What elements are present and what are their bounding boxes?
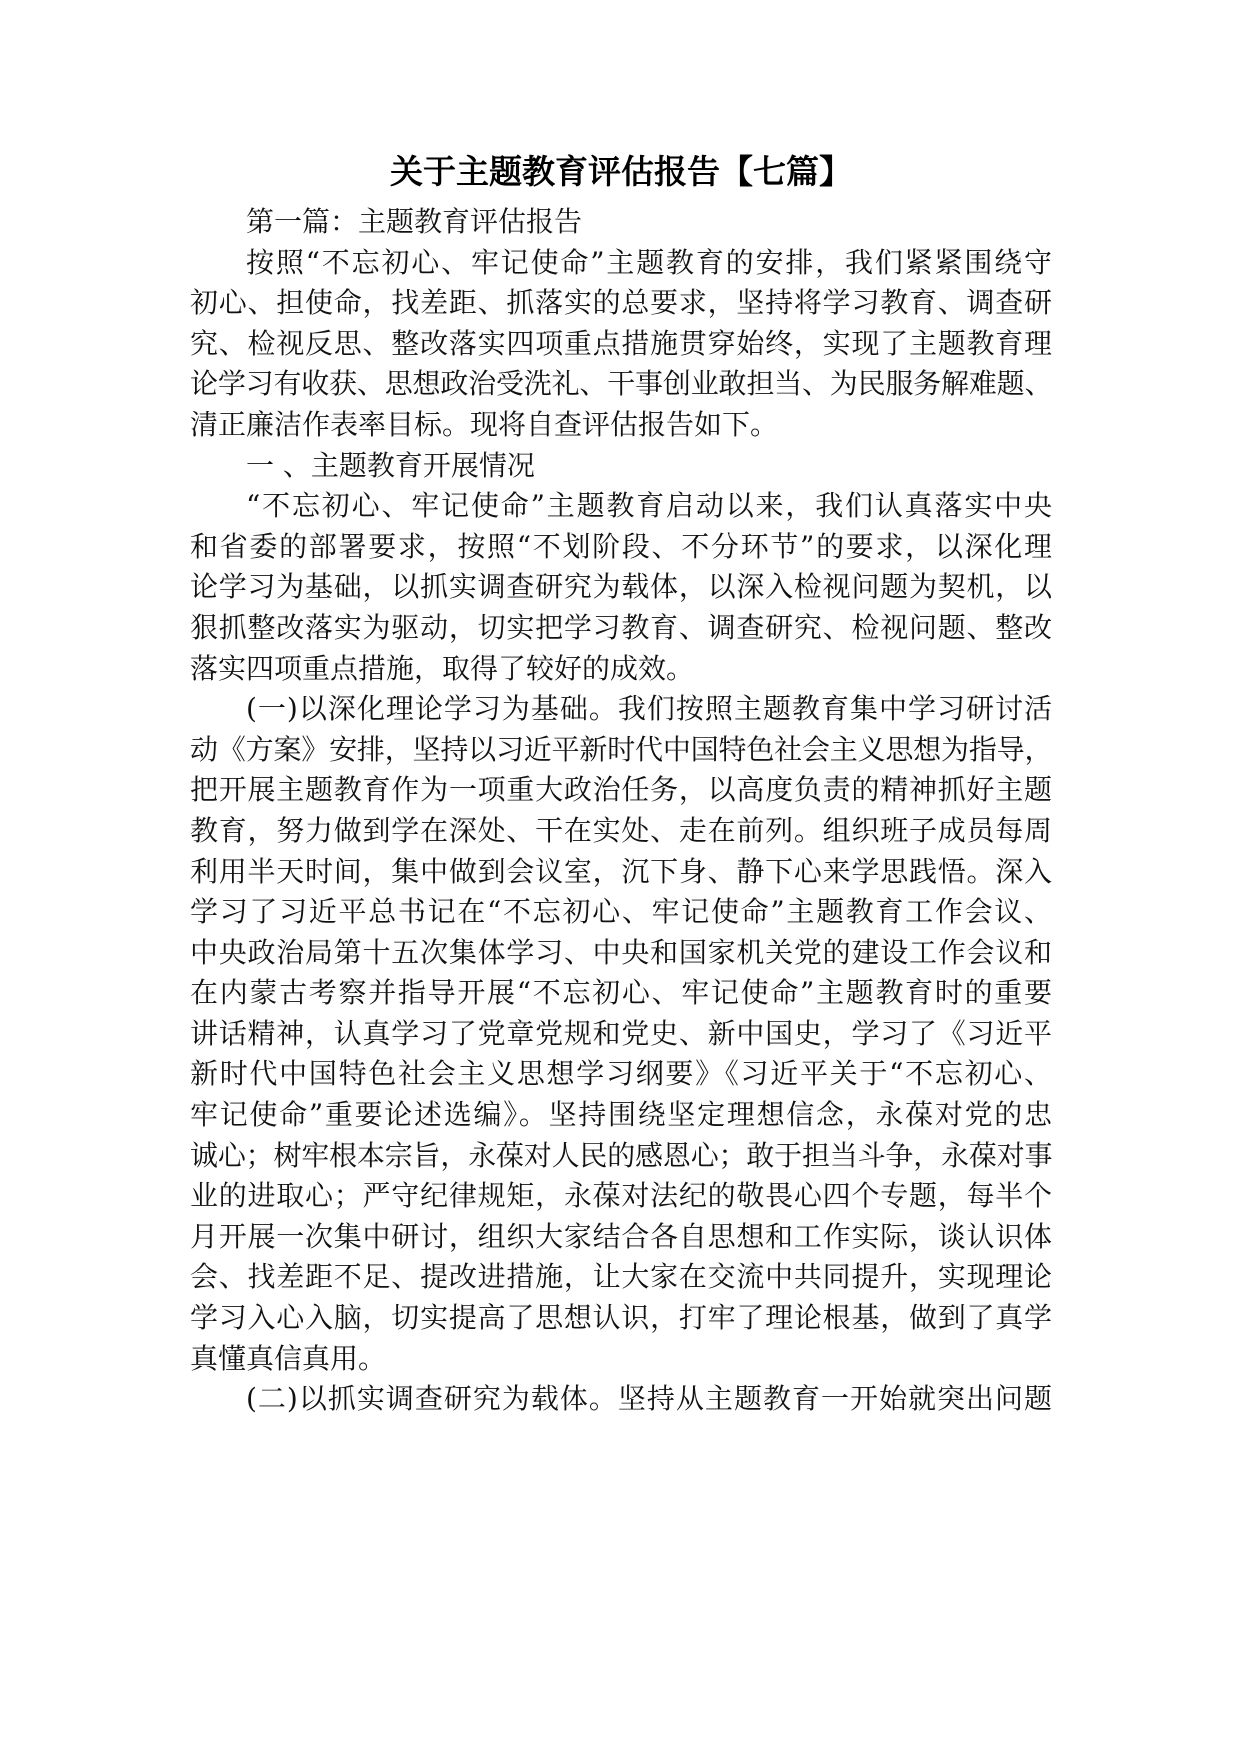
- paragraph-line: 利用半天时间，集中做到会议室，沉下身、静下心来学思践悟。深入: [190, 854, 1052, 888]
- part-two-paragraph: [190, 1379, 1052, 1420]
- paragraph-line: 诚心；树牢根本宗旨，永葆对人民的感恩心；敢于担当斗争，永葆对事: [190, 1138, 1052, 1172]
- paragraph-line: 讲话精神，认真学习了党章党规和党史、新中国史，学习了《习近平: [190, 1016, 1052, 1050]
- paragraph-line: 业的进取心；严守纪律规矩，永葆对法纪的敬畏心四个专题，每半个: [190, 1179, 1052, 1213]
- document-title: 关于主题教育评估报告【七篇】: [390, 152, 852, 191]
- paragraph-line: 学习了习近平总书记在“不忘初心、牢记使命”主题教育工作会议、: [190, 895, 1052, 929]
- paragraph-line: 牢记使命”重要论述选编》。坚持围绕坚定理想信念，永葆对党的忠: [190, 1098, 1052, 1132]
- paragraph-line: 新时代中国特色社会主义思想学习纲要》《习近平关于“不忘初心、: [190, 1057, 1052, 1091]
- paragraph-line: 论学习为基础，以抓实调查研究为载体，以深入检视问题为契机，以: [190, 570, 1052, 604]
- paragraph-line: 落实四项重点措施，取得了较好的成效。: [190, 651, 695, 685]
- paragraph-line: 和省委的部署要求，按照“不划阶段、不分环节”的要求，以深化理: [190, 529, 1052, 563]
- paragraph-line: 清正廉洁作表率目标。现将自查评估报告如下。: [190, 407, 779, 441]
- paragraph-line: 动《方案》安排，坚持以习近平新时代中国特色社会主义思想为指导，: [190, 732, 1052, 766]
- paragraph-line: 月开展一次集中研讨，组织大家结合各自思想和工作实际，谈认识体: [190, 1219, 1052, 1253]
- part-one-paragraph: [190, 689, 1052, 1379]
- section-heading: 第一篇：主题教育评估报告: [246, 205, 583, 238]
- document-body: [190, 150, 1052, 1420]
- paragraph-line: 在内蒙古考察并指导开展“不忘初心、牢记使命”主题教育时的重要: [190, 976, 1052, 1010]
- overview-paragraph: [190, 486, 1052, 689]
- paragraph-line: “不忘初心、牢记使命”主题教育启动以来，我们认真落实中央: [246, 489, 1052, 523]
- paragraph-line: 按照“不忘初心、牢记使命”主题教育的安排，我们紧紧围绕守: [246, 245, 1052, 279]
- paragraph-line: 初心、担使命，找差距、抓落实的总要求，坚持将学习教育、调查研: [190, 286, 1052, 320]
- paragraph-line: 教育，努力做到学在深处、干在实处、走在前列。组织班子成员每周: [190, 813, 1052, 847]
- heading-one: 一 、主题教育开展情况: [246, 448, 535, 482]
- paragraph-line: (一)以深化理论学习为基础。我们按照主题教育集中学习研讨活: [246, 692, 1052, 726]
- paragraph-line: (二)以抓实调查研究为载体。坚持从主题教育一开始就突出问题: [246, 1382, 1052, 1416]
- paragraph-line: 把开展主题教育作为一项重大政治任务，以高度负责的精神抓好主题: [190, 773, 1052, 807]
- paragraph-line: 真懂真信真用。: [190, 1341, 387, 1375]
- paragraph-line: 究、检视反思、整改落实四项重点措施贯穿始终，实现了主题教育理: [190, 326, 1052, 360]
- paragraph-line: 会、找差距不足、提改进措施，让大家在交流中共同提升，实现理论: [190, 1260, 1052, 1294]
- paragraph-line: 中央政治局第十五次集体学习、中央和国家机关党的建设工作会议和: [190, 935, 1052, 969]
- paragraph-line: 狠抓整改落实为驱动，切实把学习教育、调查研究、检视问题、整改: [190, 610, 1052, 644]
- intro-paragraph: [190, 243, 1052, 446]
- paragraph-line: 学习入心入脑，切实提高了思想认识，打牢了理论根基，做到了真学: [190, 1301, 1052, 1335]
- paragraph-line: 论学习有收获、思想政治受洗礼、干事创业敢担当、为民服务解难题、: [190, 367, 1052, 401]
